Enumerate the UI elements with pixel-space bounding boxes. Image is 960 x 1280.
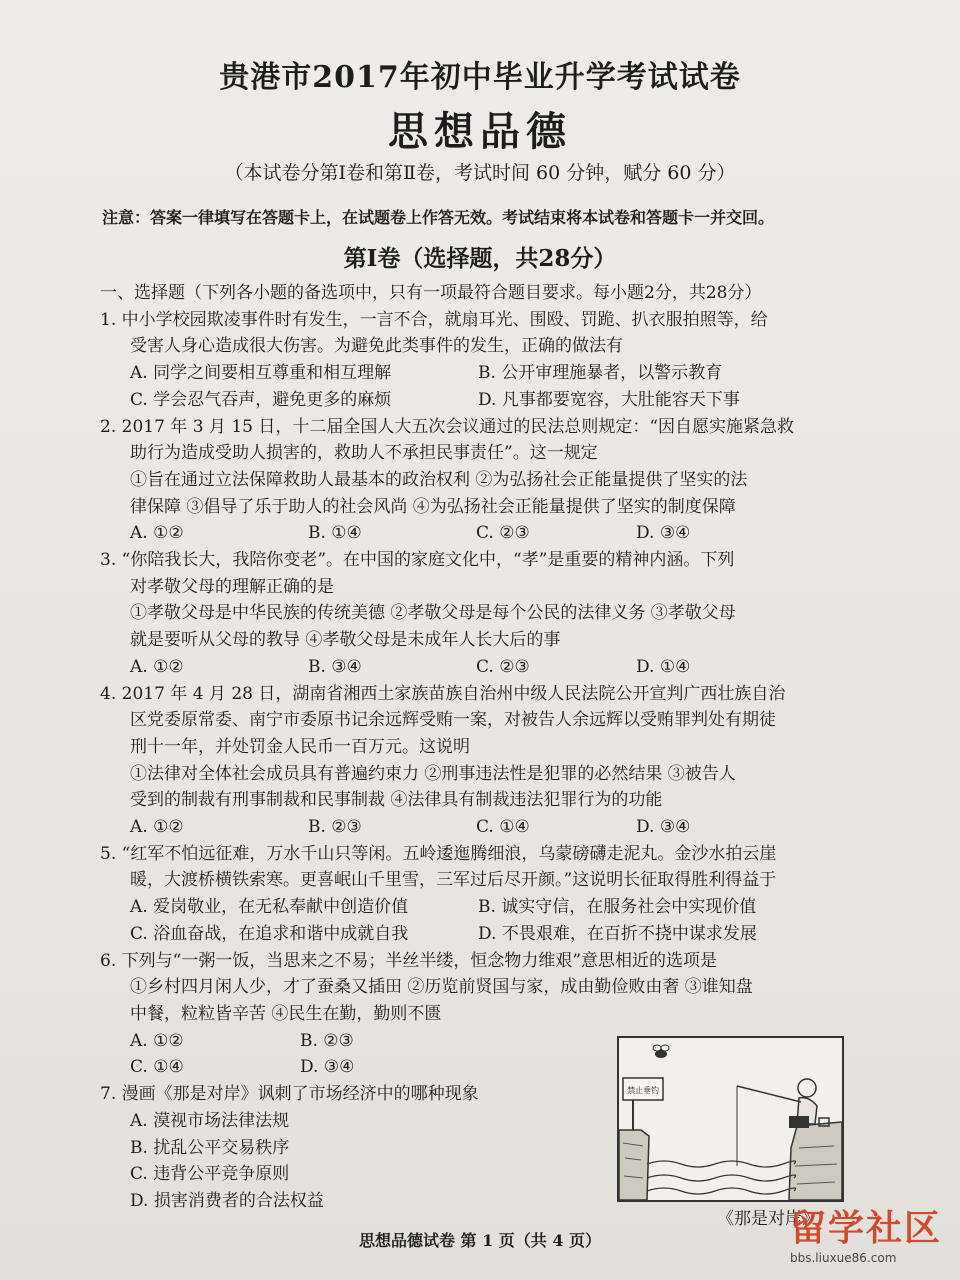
watermark-brand: 留学社区 — [790, 1208, 943, 1249]
option-c: C. ①④ — [130, 1057, 184, 1078]
question-3-stem: 3. “你陪我长大，我陪你变老”。在中国的家庭文化中，“孝”是重要的精神内涵。下列 — [100, 550, 735, 571]
fisherman-figure — [789, 1079, 829, 1128]
question-4-stem: 4. 2017 年 4 月 28 日，湖南省湘西土家族苗族自治州中级人民法院公开宣判广西壮族自治 — [100, 683, 786, 704]
option-c: C. ①④ — [476, 817, 530, 838]
option-a: A. ①② — [130, 1030, 184, 1051]
option-d: D. ③④ — [636, 817, 691, 838]
question-4-stem-cont2: 刑十一年，并处罚金人民币一百万元。这说明 — [130, 736, 470, 757]
question-1-stem: 1. 中小学校园欺凌事件时有发生，一言不合，就扇耳光、围殴、罚跪、扒衣服拍照等，给 — [100, 309, 768, 330]
option-b: B. 扰乱公平交易秩序 — [130, 1137, 290, 1158]
option-a: A. ①② — [130, 817, 184, 838]
option-b: B. ②③ — [308, 817, 362, 838]
section-instruction: 一、选择题（下列各小题的备选项中，只有一项最符合题目要求。每小题2分，共28分） — [100, 283, 762, 303]
fishing-rod — [737, 1086, 801, 1102]
option-d: D. ③④ — [636, 523, 691, 544]
question-3-stem-cont: 对孝敬父母的理解正确的是 — [130, 576, 334, 597]
option-d: D. ③④ — [300, 1057, 355, 1078]
question-4-stem-cont: 区党委原常委、南宁市委原书记余远辉受贿一案，对被告人余远辉以受贿罪判处有期徒 — [130, 710, 776, 731]
option-d: D. 损害消费者的合法权益 — [130, 1190, 324, 1211]
question-2-options — [100, 520, 880, 547]
option-b: B. ②③ — [300, 1030, 354, 1051]
question-5-stem: 5. “红军不怕远征难，万水千山只等闲。五岭逶迤腾细浪，乌蒙磅礴走泥丸。金沙水拍云崖 — [100, 843, 777, 864]
question-7-stem: 7. 漫画《那是对岸》讽刺了市场经济中的哪种现象 — [100, 1084, 479, 1105]
question-4-options — [100, 814, 880, 841]
question-6-stem: 6. 下列与“一粥一饭，当思来之不易；半丝半缕，恒念物力维艰”意思相近的选项是 — [100, 950, 718, 971]
left-bank — [619, 1130, 649, 1200]
exam-title: 贵港市2017年初中毕业升学考试试卷 — [219, 60, 741, 95]
option-b: B. 诚实守信，在服务社会中实现价值 — [478, 897, 757, 918]
question-1-stem-cont: 受害人身心造成很大伤害。为避免此类事件的发生，正确的做法有 — [130, 336, 623, 357]
bee-icon — [653, 1045, 669, 1058]
option-c: C. 浴血奋战，在追求和谐中成就自我 — [130, 923, 409, 944]
subject-title: 思想品德 — [388, 108, 572, 155]
question-1-options-row1 — [100, 360, 880, 387]
option-c: C. 违背公平竞争原则 — [130, 1164, 290, 1185]
option-b: B. ③④ — [308, 656, 362, 677]
option-b: B. 公开审理施暴者，以警示教育 — [478, 363, 723, 384]
cartoon-illustration — [617, 1036, 844, 1202]
exam-info: （本试卷分第Ⅰ卷和第Ⅱ卷，考试时间 60 分钟，赋分 60 分） — [224, 162, 736, 184]
option-c: C. ②③ — [476, 523, 530, 544]
question-5-options-row1 — [100, 894, 880, 921]
option-d: D. 不畏艰难，在百折不挠中谋求发展 — [478, 923, 757, 944]
option-d: D. 凡事都要宽容，大肚能容天下事 — [478, 389, 740, 410]
question-5-stem-cont: 暖，大渡桥横铁索寒。更喜岷山千里雪，三军过后尽开颜。”这说明长征取得胜利得益于 — [130, 870, 777, 891]
question-6-statements-cont: 中餐，粒粒皆辛苦 ④民生在勤，勤则不匮 — [130, 1003, 442, 1024]
cartoon-drawing — [619, 1038, 842, 1200]
option-a: A. 漠视市场法律法规 — [130, 1110, 290, 1131]
watermark-logo — [790, 1200, 950, 1270]
river-wave — [647, 1161, 796, 1167]
page-footer: 思想品德试卷 第 1 页（共 4 页） — [358, 1231, 602, 1250]
option-c: C. 学会忍气吞声，避免更多的麻烦 — [130, 389, 392, 410]
option-a: A. ①② — [130, 523, 184, 544]
question-4-statements-cont: 受到的制裁有刑事制裁和民事制裁 ④法律具有制裁违法犯罪行为的功能 — [130, 790, 663, 811]
right-bank — [789, 1122, 842, 1200]
option-a: A. ①② — [130, 656, 184, 677]
option-a: A. 同学之间要相互尊重和相互理解 — [130, 363, 392, 384]
question-5-options-row2 — [100, 921, 880, 948]
option-b: B. ①④ — [308, 523, 362, 544]
question-3-options — [100, 654, 880, 681]
question-2-statements-cont: 律保障 ③倡导了乐于助人的社会风尚 ④为弘扬社会正能量提供了坚实的制度保障 — [130, 496, 736, 517]
notice: 注意：答案一律填写在答题卡上，在试题卷上作答无效。考试结束将本试卷和答题卡一并交回。 — [102, 208, 775, 227]
watermark-url: bbs.liuxue86.com — [790, 1251, 897, 1265]
option-d: D. ①④ — [636, 656, 691, 677]
question-2-stem: 2. 2017 年 3 月 15 日，十二届全国人大五次会议通过的民法总则规定：“因自愿实施紧急救 — [100, 416, 795, 437]
question-2-stem-cont: 助行为造成受助人损害的，救助人不承担民事责任”。这一规定 — [130, 443, 598, 464]
question-4-statements: ①法律对全体社会成员具有普遍约束力 ②刑事违法性是犯罪的必然结果 ③被告人 — [130, 763, 736, 784]
sign-text: 禁止垂钓 — [627, 1086, 659, 1095]
question-2-statements: ①旨在通过立法保障救助人最基本的政治权利 ②为弘扬社会正能量提供了坚实的法 — [130, 469, 748, 490]
option-c: C. ②③ — [476, 656, 530, 677]
question-1-options-row2 — [100, 387, 880, 414]
question-6-statements: ①乡村四月闲人少，才了蚕桑又插田 ②历览前贤国与家，成由勤俭败由奢 ③谁知盘 — [130, 977, 753, 998]
question-3-statements: ①孝敬父母是中华民族的传统美德 ②孝敬父母是每个公民的法律义务 ③孝敬父母 — [130, 603, 736, 624]
option-a: A. 爱岗敬业，在无私奉献中创造价值 — [130, 897, 409, 918]
part-title: 第Ⅰ卷（选择题，共28分） — [343, 245, 617, 272]
question-3-statements-cont: 就是要听从父母的教导 ④孝敬父母是未成年人长大后的事 — [130, 630, 561, 651]
cartoon-caption: 《那是对岸》 — [717, 1209, 819, 1229]
